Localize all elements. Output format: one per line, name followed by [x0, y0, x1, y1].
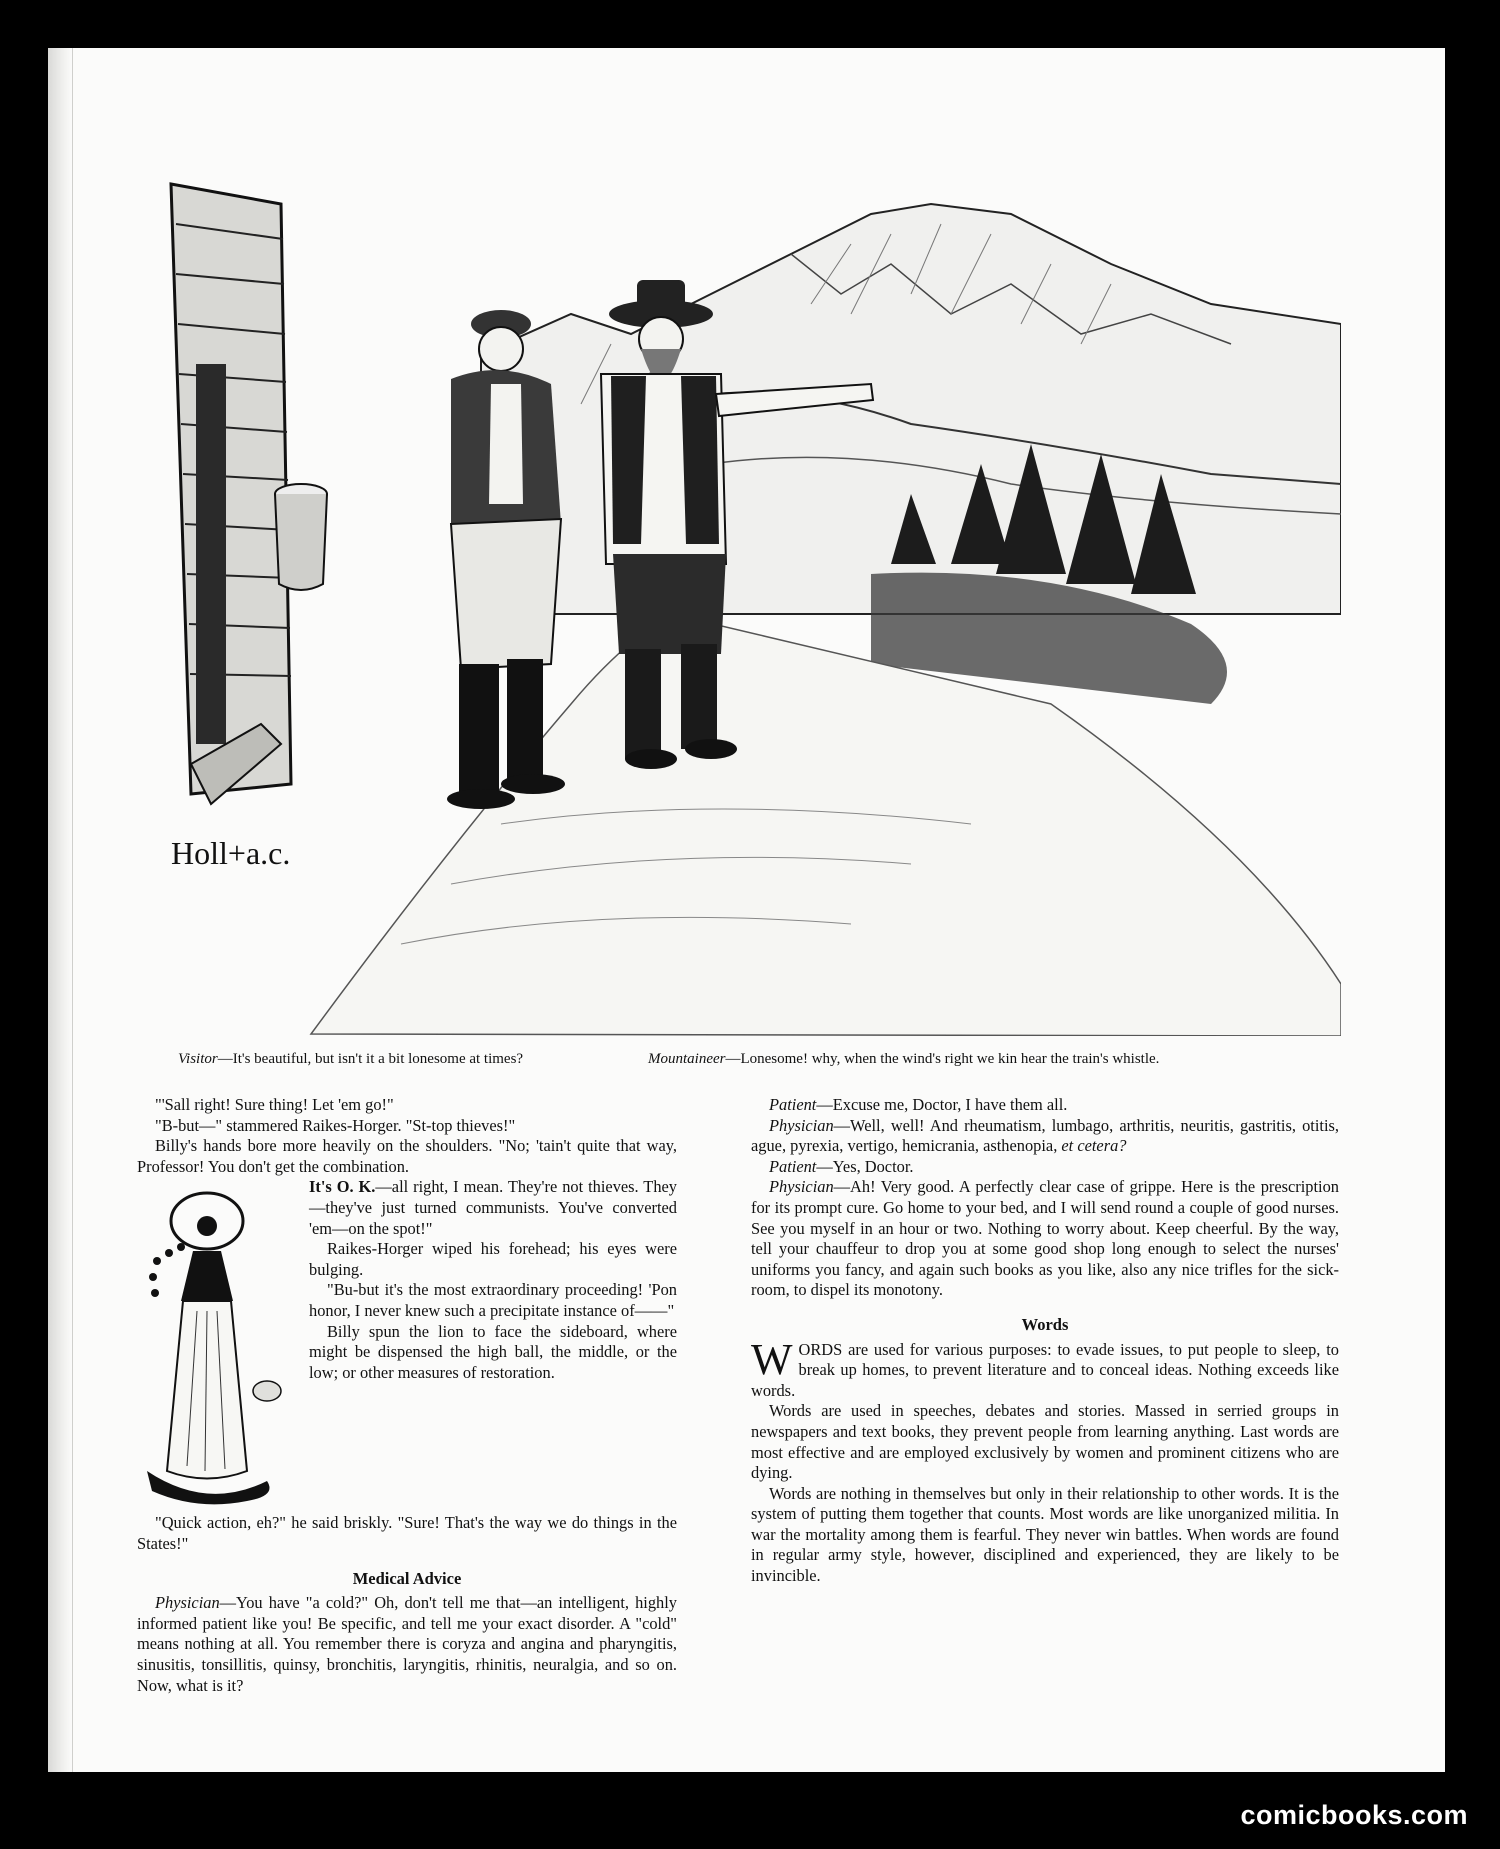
- right-column: [751, 1095, 1339, 1587]
- dialogue-text: —Well, well! And rheumatism, lumbago, arthritis, neuritis, gastritis, otitis, ague, pyrexia, vertigo, hemicrania, asthenopia,: [751, 1115, 1339, 1156]
- story-text: —all right, I mean. They're not thieves. They—they've just turned communists. You've converted 'em—on the spot!": [309, 1177, 677, 1238]
- dialogue-text: —Excuse me, Doctor, I have them all.: [816, 1095, 1068, 1114]
- speaker-label: Patient: [769, 1156, 817, 1176]
- story-paragraph: "'Sall right! Sure thing! Let 'em go!": [155, 1095, 394, 1114]
- medical-paragraph: [751, 1177, 1339, 1301]
- site-watermark: comicbooks.com: [1240, 1800, 1468, 1830]
- dialogue-text: —Yes, Doctor.: [816, 1156, 914, 1176]
- dialogue-text: —Ah! Very good. A perfectly clear case of grippe. Here is the prescription for its prompt cure. Go home to your bed, and I will send round a couple of good nurses. See you myself in an hour or two. Nothing to worry about. Keep cheerful. By the way, tell your chauffeur to drop you at some good shop long enough to select the nurses' uniforms you fancy, and again such books as you like, also any nice trifles for the sick-room, to dispel its monotony.: [751, 1177, 1339, 1300]
- speaker-label: Patient: [769, 1095, 817, 1114]
- caption-mountaineer: [648, 1051, 1159, 1068]
- story-text: Billy's hands bore more heavily on the shoulders. "No; 'tain't quite that way, Professor! You don't get the combination.: [137, 1136, 677, 1176]
- story-paragraph: [137, 1136, 677, 1177]
- medical-paragraph: [751, 1116, 1339, 1157]
- medical-paragraph: [137, 1593, 677, 1696]
- words-paragraph: Words are nothing in themselves but only in their relationship to other words. It is the system of putting them together that counts. Most words are like unorganized militia. In war the mortality among them is fearful. They never win battles. When words are found in regular army style, however, disciplined and experienced, they are likely to be invincible.: [751, 1483, 1339, 1586]
- drop-cap: W: [751, 1334, 793, 1384]
- dialogue-italic: et cetera?: [1061, 1136, 1127, 1156]
- story-emphasis: It's O. K.: [309, 1177, 376, 1197]
- caption-visitor: [178, 1051, 523, 1068]
- caption-text-visitor: —It's beautiful, but isn't it a bit lonesome at times?: [217, 1051, 524, 1067]
- speaker-label: Physician: [769, 1177, 834, 1197]
- story-paragraph: Raikes-Horger wiped his forehead; his eyes were bulging.: [309, 1239, 677, 1279]
- artist-signature: Holl+a.c.: [171, 835, 291, 871]
- cartoon-illustration: [151, 144, 1341, 1036]
- lead-word: ORDS: [798, 1339, 843, 1359]
- words-paragraph: [751, 1334, 1339, 1402]
- story-paragraph: "Quick action, eh?" he said briskly. "Sure! That's the way we do things in the States!": [137, 1513, 677, 1553]
- story-paragraph: "Bu-but it's the most extraordinary proceeding! 'Pon honor, I never knew such a precipitate instance of——": [309, 1280, 677, 1320]
- left-column: [137, 1095, 677, 1696]
- caption-text-mountaineer: —Lonesome! why, when the wind's right we kin hear the train's whistle.: [725, 1051, 1160, 1067]
- caption-speaker-mountaineer: Mountaineer: [648, 1051, 726, 1067]
- woman-illustration: [137, 1181, 297, 1511]
- medical-advice-heading: Medical Advice: [352, 1568, 462, 1588]
- page-spine: [48, 48, 73, 1772]
- medical-paragraph: [751, 1157, 1339, 1178]
- words-paragraph: Words are used in speeches, debates and stories. Massed in serried groups in newspapers and text books, they prevent people from learning anything. Last words are most effective and are employed exclusively by women and prominent citizens who are dying.: [751, 1401, 1339, 1483]
- story-paragraph: "B-but—" stammered Raikes-Horger. "St-top thieves!": [155, 1115, 516, 1135]
- story-paragraph: Billy spun the lion to face the sideboard, where might be dispensed the high ball, the middle, or the low; or other measures of restoration.: [309, 1321, 677, 1382]
- medical-paragraph: [751, 1095, 1339, 1116]
- dialogue-text: —You have "a cold?" Oh, don't tell me that—an intelligent, highly informed patient like you! Be specific, and tell me your exact disorder. A "cold" means nothing at all. You remember there is coryza and angina and pharyngitis, sinusitis, tonsillitis, quinsy, bronchitis, laryngitis, rhinitis, neuralgia, and so on. Now, what is it?: [137, 1593, 677, 1695]
- speaker-label: Physician: [769, 1115, 834, 1135]
- speaker-label: Physician: [155, 1593, 220, 1613]
- caption-speaker-visitor: Visitor: [178, 1051, 218, 1067]
- words-heading: Words: [1021, 1314, 1069, 1334]
- words-text: are used for various purposes: to evade issues, to put people to sleep, to break up homes, to prevent literature and to conceal ideas. Nothing exceeds like words.: [751, 1339, 1339, 1400]
- magazine-page: [48, 48, 1445, 1772]
